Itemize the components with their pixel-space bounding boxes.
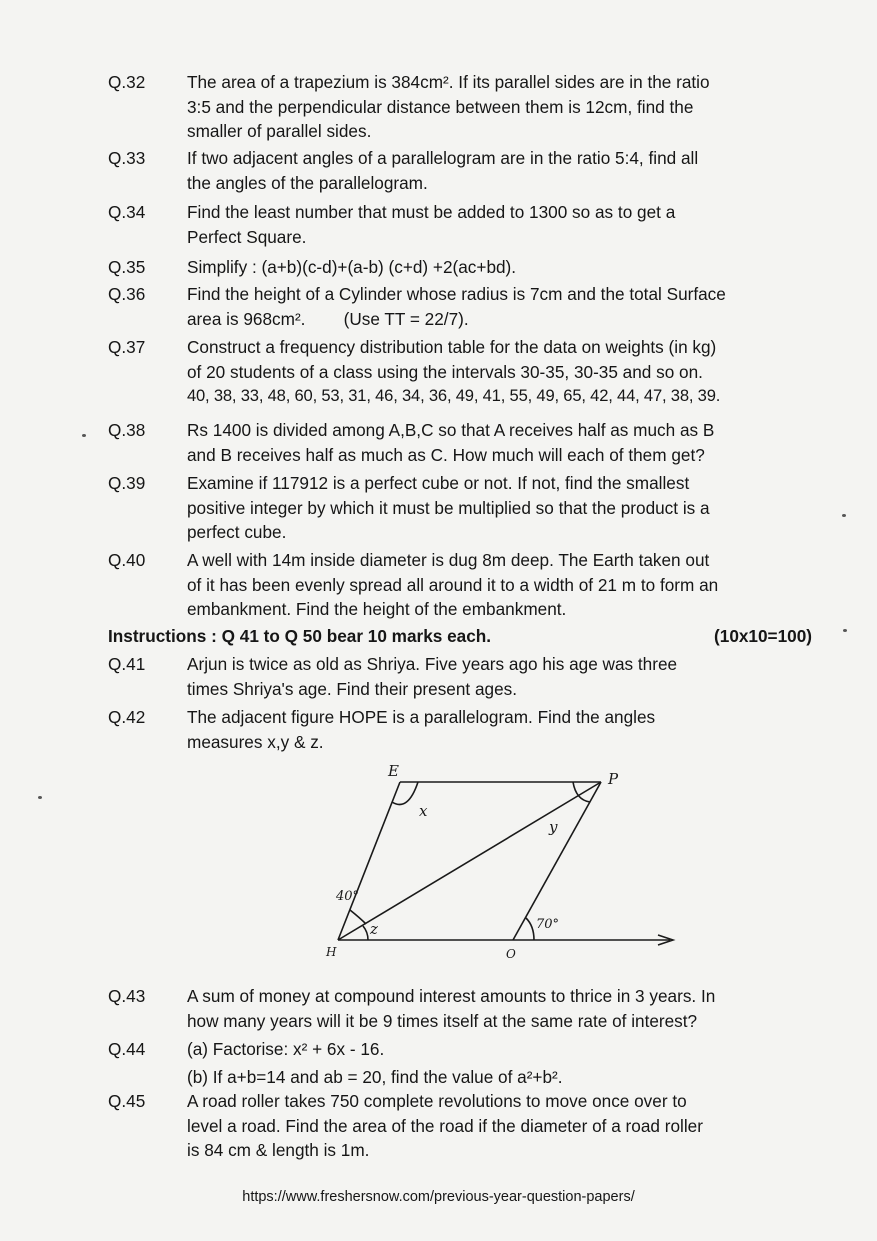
question-line: Find the height of a Cylinder whose radius is 7cm and the total Surface	[187, 284, 726, 304]
question-line: measures x,y & z.	[187, 731, 324, 752]
question-line: 3:5 and the perpendicular distance between them is 12cm, find the	[187, 96, 694, 117]
question-line: Simplify : (a+b)(c-d)+(a-b) (c+d) +2(ac+bd).	[187, 257, 517, 277]
question-line: A well with 14m inside diameter is dug 8m deep. The Earth taken out	[187, 550, 710, 570]
question-number: Q.38	[108, 420, 146, 440]
question-number: Q.34	[108, 202, 146, 222]
question-number: Q.44	[108, 1039, 146, 1059]
question-line: Find the least number that must be added to 1300 so as to get a	[187, 202, 676, 222]
question-q34	[108, 200, 820, 249]
side-eh	[338, 782, 400, 940]
question-number: Q.33	[108, 148, 146, 168]
question-line: area is 968cm². (Use TT = 22/7).	[187, 308, 469, 329]
scan-speck	[843, 629, 847, 632]
question-number: Q.39	[108, 473, 146, 493]
question-line: embankment. Find the height of the embankment.	[187, 599, 567, 620]
question-number: Q.35	[108, 257, 146, 277]
footer-url: https://www.freshersnow.com/previous-year-question-papers/	[242, 1189, 635, 1205]
question-line: positive integer by which it must be multiplied so that the product is a	[187, 497, 710, 518]
question-line: times Shriya's age. Find their present ages.	[187, 678, 518, 699]
question-q38	[108, 418, 820, 467]
question-q33	[108, 146, 820, 195]
question-line: of it has been evenly spread all around it to a width of 21 m to form an	[187, 574, 719, 595]
question-line: the angles of the parallelogram.	[187, 172, 428, 193]
label-angle-70: 70°	[536, 917, 560, 932]
question-line: A road roller takes 750 complete revolutions to move once over to	[187, 1091, 687, 1111]
label-angle-40: 40°	[336, 889, 360, 904]
question-number: Q.36	[108, 284, 146, 304]
arc-70	[526, 918, 534, 940]
question-line: The adjacent figure HOPE is a parallelogram. Find the angles	[187, 707, 656, 727]
question-q40	[108, 548, 820, 622]
question-line: of 20 students of a class using the intervals 30-35, 30-35 and so on.	[187, 361, 703, 382]
label-e: E	[388, 762, 399, 780]
question-q39	[108, 471, 820, 545]
question-line: Arjun is twice as old as Shriya. Five years ago his age was three	[187, 654, 678, 674]
question-line: Perfect Square.	[187, 226, 307, 247]
scan-speck	[82, 434, 86, 437]
scan-speck	[38, 796, 42, 799]
question-line: how many years will it be 9 times itself at the same rate of interest?	[187, 1010, 698, 1031]
question-line: A sum of money at compound interest amounts to thrice in 3 years. In	[187, 986, 716, 1006]
label-p: P	[608, 770, 619, 788]
question-q41	[108, 652, 820, 701]
diagonal-hp	[338, 782, 601, 940]
arc-40	[350, 910, 366, 924]
question-number: Q.37	[108, 337, 146, 357]
question-q37	[108, 335, 820, 409]
question-number: Q.45	[108, 1091, 146, 1111]
question-q43	[108, 984, 820, 1033]
question-line: If two adjacent angles of a parallelogram are in the ratio 5:4, find all	[187, 148, 699, 168]
question-line: 40, 38, 33, 48, 60, 53, 31, 46, 34, 36, 49, 41, 55, 49, 65, 42, 44, 47, 38, 39.	[187, 386, 721, 406]
arc-z	[363, 926, 368, 940]
question-line: Rs 1400 is divided among A,B,C so that A receives half as much as B	[187, 420, 715, 440]
question-line: The area of a trapezium is 384cm². If its parallel sides are in the ratio	[187, 72, 710, 92]
question-q32	[108, 70, 820, 144]
question-line: (b) If a+b=14 and ab = 20, find the value of a²+b².	[187, 1066, 563, 1087]
question-line: smaller of parallel sides.	[187, 121, 372, 142]
question-number: Q.41	[108, 654, 146, 674]
question-q44	[108, 1037, 820, 1089]
label-h: H	[326, 945, 337, 959]
arc-y	[573, 782, 590, 802]
question-line: is 84 cm & length is 1m.	[187, 1140, 370, 1161]
instructions-line	[108, 624, 812, 648]
instructions-marks: (10x10=100)	[714, 626, 812, 646]
label-o: O	[506, 947, 516, 960]
question-line: (a) Factorise: x² + 6x - 16.	[187, 1039, 385, 1059]
instructions-label: Instructions : Q 41 to Q 50 bear 10 marks each.	[108, 626, 492, 646]
question-line: Examine if 117912 is a perfect cube or not. If not, find the smallest	[187, 473, 690, 493]
question-q42	[108, 705, 820, 754]
label-z: z	[370, 920, 378, 938]
question-line: level a road. Find the area of the road if the diameter of a road roller	[187, 1115, 703, 1136]
question-line: and B receives half as much as C. How much will each of them get?	[187, 444, 705, 465]
question-q35	[108, 255, 820, 280]
question-number: Q.32	[108, 72, 146, 92]
question-line: perfect cube.	[187, 522, 287, 543]
parallelogram-figure	[318, 760, 688, 960]
question-q45	[108, 1089, 820, 1163]
label-x: x	[419, 802, 428, 820]
question-number: Q.40	[108, 550, 146, 570]
question-q36	[108, 282, 820, 331]
question-number: Q.43	[108, 986, 146, 1006]
label-y: y	[549, 818, 558, 836]
question-line: Construct a frequency distribution table for the data on weights (in kg)	[187, 337, 717, 357]
question-number: Q.42	[108, 707, 146, 727]
scan-speck	[842, 514, 846, 517]
